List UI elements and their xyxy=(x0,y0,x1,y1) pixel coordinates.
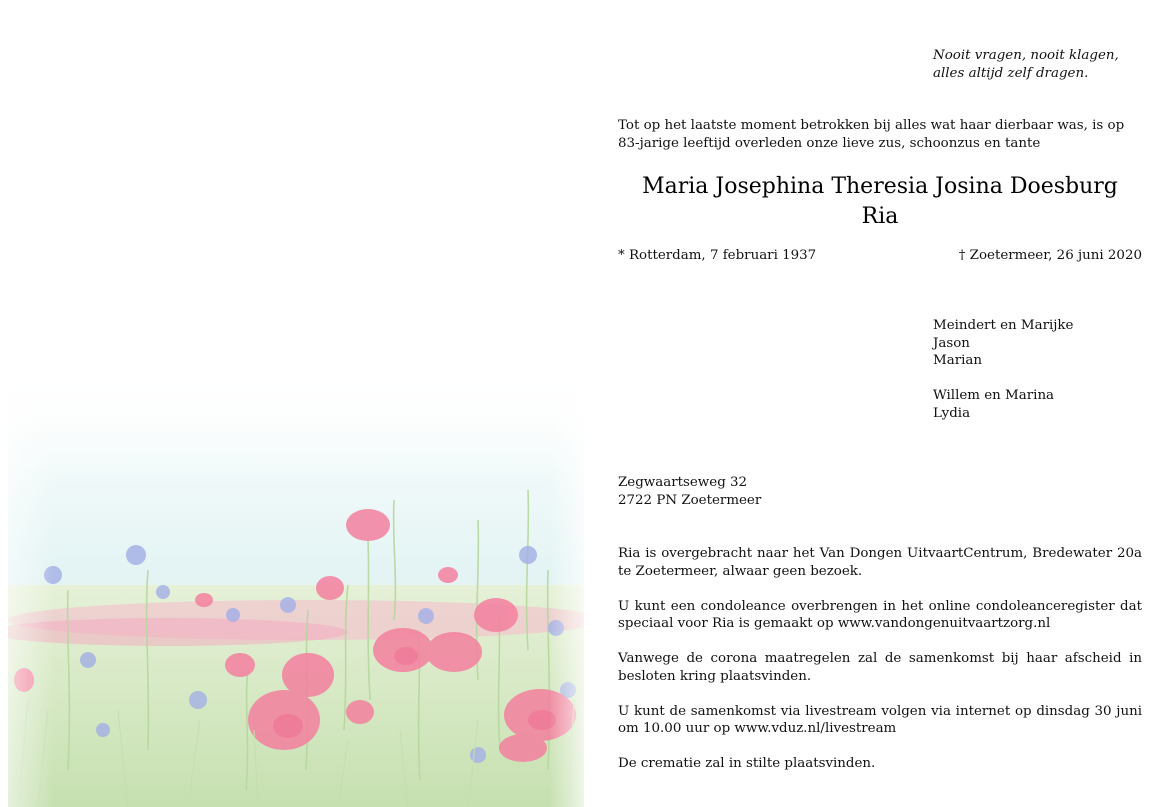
relatives-list xyxy=(933,317,1073,440)
notice-paragraph: Vanwege de corona maatregelen zal de samenkomst bij haar afscheid in besloten kring plaatsvinden. xyxy=(618,651,1142,684)
relatives-group xyxy=(933,317,1073,370)
card-right-page xyxy=(618,0,1142,807)
motto-line: alles altijd zelf dragen. xyxy=(933,65,1089,81)
address-street: Zegwaartseweg 32 xyxy=(618,475,748,490)
deceased-nickname: Ria xyxy=(861,204,899,229)
card-left-page xyxy=(0,0,584,807)
motto-line: Nooit vragen, nooit klagen, xyxy=(933,48,1119,63)
poppy-field-image xyxy=(8,370,584,807)
correspondence-address xyxy=(618,474,761,509)
death-date: † Zoetermeer, 26 juni 2020 xyxy=(958,248,1142,263)
relative-name: Lydia xyxy=(933,405,971,421)
intro-text: Tot op het laatste moment betrokken bij alles wat haar dierbaar was, is op 83-jarige leeftijd overleden onze lieve zus, schoonzus en tante xyxy=(618,118,1125,151)
address-city: 2722 PN Zoetermeer xyxy=(618,492,762,508)
relative-name: Willem en Marina xyxy=(933,388,1055,403)
relative-name: Marian xyxy=(933,353,982,368)
motto-quote xyxy=(933,47,1119,82)
notice-paragraph: U kunt een condoleance overbrengen in het online condoleanceregister dat speciaal voor Ria is gemaakt op www.vandongenuitvaartzorg.nl xyxy=(618,598,1142,631)
relative-name: Jason xyxy=(933,335,970,351)
relatives-group xyxy=(933,387,1073,422)
deceased-full-name: Maria Josephina Theresia Josina Doesburg xyxy=(642,174,1118,199)
relative-name: Meindert en Marijke xyxy=(933,318,1074,333)
notice-paragraph: De crematie zal in stilte plaatsvinden. xyxy=(618,756,876,771)
notice-paragraph: U kunt de samenkomst via livestream volgen via internet op dinsdag 30 juni om 10.00 uur op www.vduz.nl/livestream xyxy=(618,703,1142,736)
deceased-name-block xyxy=(618,172,1142,232)
notices-section xyxy=(618,545,1142,790)
birth-date: * Rotterdam, 7 februari 1937 xyxy=(618,248,817,263)
notice-paragraph: Ria is overgebracht naar het Van Dongen UitvaartCentrum, Bredewater 20a te Zoetermeer, alwaar geen bezoek. xyxy=(618,546,1142,579)
